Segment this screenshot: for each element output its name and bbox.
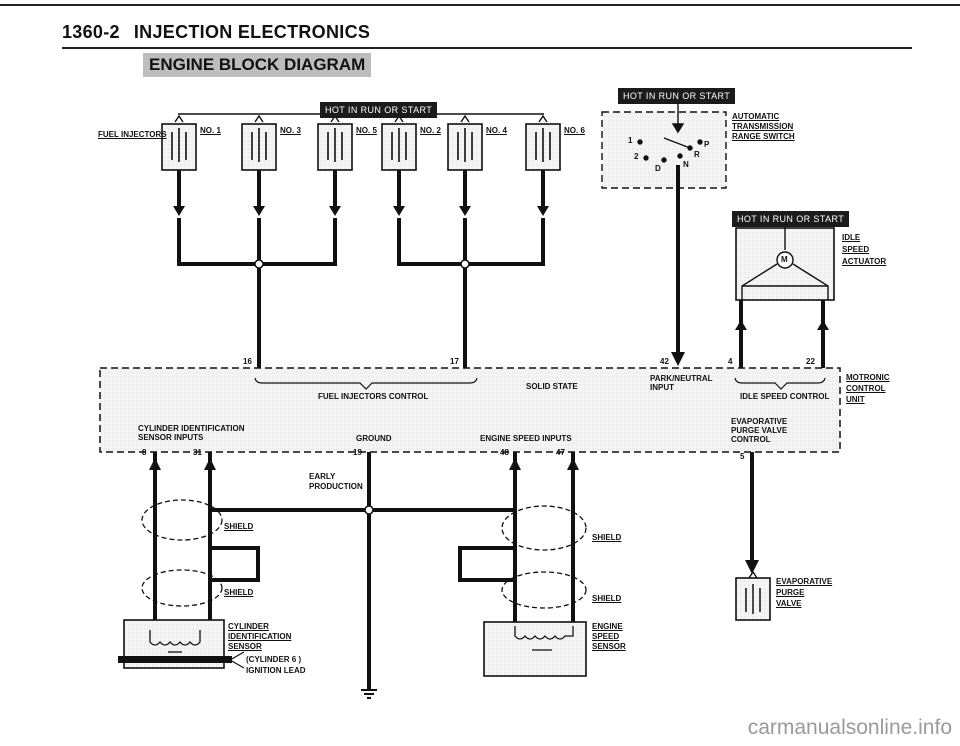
cylinder-sensor-label-2: IDENTIFICATION [228,632,292,641]
section-title: INJECTION ELECTRONICS [133,22,371,42]
park-neutral-label-1: PARK/NEUTRAL [650,374,713,383]
motor-icon: M [781,255,788,264]
pin-48: 48 [500,448,509,457]
ground-junction [365,506,373,514]
ground-icon [361,690,377,698]
pin-22: 22 [806,357,815,366]
engine-speed-inputs-label: ENGINE SPEED INPUTS [480,434,572,443]
evap-valve-label-1: EVAPORATIVE [776,577,833,586]
idle-actuator-label-3: ACTUATOR [842,257,887,266]
injector-6 [526,116,560,170]
cylinder-sensor-label-3: SENSOR [228,642,262,651]
evap-valve-label-2: PURGE [776,588,805,597]
fuel-injectors-control-label: FUEL INJECTORS CONTROL [318,392,429,401]
ignition-lead [118,656,232,663]
injector-group [162,116,560,170]
shield-label-speed-1: SHIELD [592,533,622,542]
ecu-label-3: UNIT [846,395,865,404]
cylinder-id-inputs-label-2: SENSOR INPUTS [138,433,204,442]
engine-speed-sensor-label-3: SENSOR [592,642,626,651]
diagram-title: ENGINE BLOCK DIAGRAM [143,53,371,77]
solid-state-label: SOLID STATE [526,382,578,391]
injector-2-label: NO. 2 [420,126,441,135]
shield-label-cyl-1: SHIELD [224,522,254,531]
ground-label: GROUND [356,434,392,443]
page-number: 1360-2 [62,22,120,42]
range-p-label: P [704,140,710,149]
ignition-lead-label-2: IGNITION LEAD [246,666,306,675]
hot-badge-idle: HOT IN RUN OR START [732,211,849,227]
hot-badge-transmission: HOT IN RUN OR START [618,88,735,104]
shield-label-cyl-2: SHIELD [224,588,254,597]
lower-arrows [149,458,759,574]
injector-5 [318,116,352,170]
pin-42: 42 [660,357,669,366]
hot-badge-injectors: HOT IN RUN OR START [320,102,437,118]
cylinder-sensor-label-1: CYLINDER [228,622,269,631]
range-d-label: D [655,164,661,173]
transmission-switch-box [602,112,726,188]
pin-5: 5 [740,452,745,461]
park-neutral-label-2: INPUT [650,383,674,392]
range-r-label: R [694,150,700,159]
evap-control-label-3: CONTROL [731,435,771,444]
pin-17: 17 [450,357,459,366]
range-1-label: 1 [628,136,633,145]
range-2-label: 2 [634,152,639,161]
injector-1-label: NO. 1 [200,126,221,135]
injector-arrows [173,206,549,216]
idle-speed-control-label: IDLE SPEED CONTROL [740,392,830,401]
shield-label-speed-2: SHIELD [592,594,622,603]
engine-speed-sensor-box [484,622,586,676]
fuel-injectors-label: FUEL INJECTORS [98,130,167,139]
early-production-label-2: PRODUCTION [309,482,363,491]
evap-control-label-1: EVAPORATIVE [731,417,788,426]
engine-speed-sensor-label-2: SPEED [592,632,620,641]
transmission-label-1: AUTOMATIC [732,112,780,121]
ecu-label-2: CONTROL [846,384,886,393]
pin-8: 8 [142,448,147,457]
sensor-wires [155,452,752,690]
injector-1 [162,116,196,170]
injector-4-label: NO. 4 [486,126,507,135]
injector-3-label: NO. 3 [280,126,301,135]
pin-47: 47 [556,448,565,457]
transmission-label-2: TRANSMISSION [732,122,794,131]
watermark-text: carmanualsonline.info [747,716,952,739]
junction-a [255,260,263,268]
injector-5-label: NO. 5 [356,126,377,135]
injector-6-label: NO. 6 [564,126,585,135]
injector-2 [382,116,416,170]
pin-4: 4 [728,357,733,366]
pin-16: 16 [243,357,252,366]
idle-actuator-label-1: IDLE [842,233,861,242]
junction-b [461,260,469,268]
early-production-label-1: EARLY [309,472,336,481]
pin-19: 19 [353,448,362,457]
injector-3 [242,116,276,170]
evap-control-label-2: PURGE VALVE [731,426,788,435]
injector-4 [448,116,482,170]
park-neutral-arrow [671,352,685,366]
idle-actuator-label-2: SPEED [842,245,870,254]
cylinder-id-inputs-label-1: CYLINDER IDENTIFICATION [138,424,245,433]
pin-31: 31 [193,448,202,457]
engine-speed-sensor-label-1: ENGINE [592,622,623,631]
injector-wires [179,170,543,368]
ecu-label-1: MOTRONIC [846,373,890,382]
evap-valve-label-3: VALVE [776,599,802,608]
range-n-label: N [683,160,689,169]
ignition-lead-label-1: (CYLINDER 6 ) [246,655,302,664]
transmission-label-3: RANGE SWITCH [732,132,795,141]
ecu-box [100,368,840,452]
